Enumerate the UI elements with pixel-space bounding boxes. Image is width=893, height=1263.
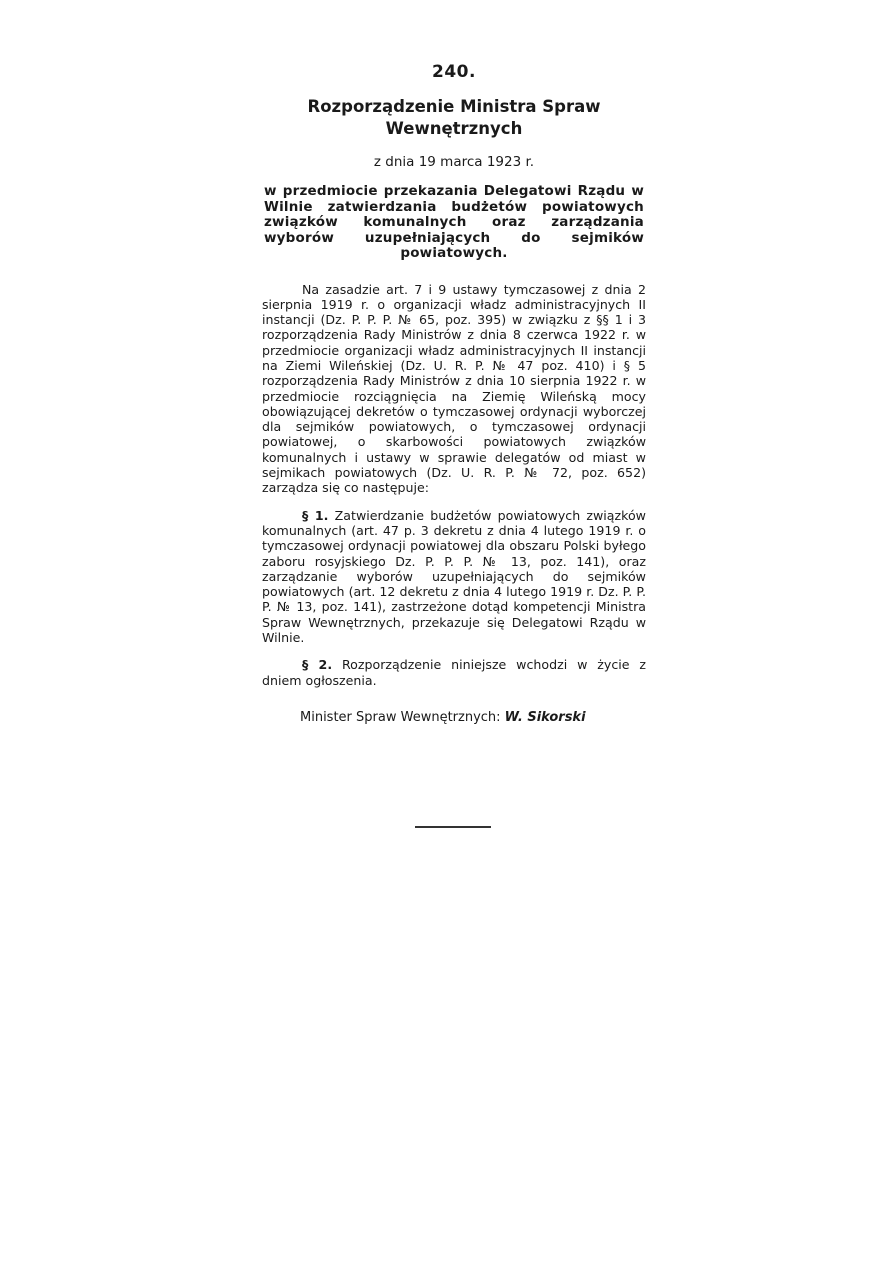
regulation-subject: w przedmiocie przekazania Delegatowi Rządu w Wilnie zatwierdzania budżetów powiatowych związków komunalnych oraz zarządzania wyborów uzupełniających do sejmików powiatowych.: [264, 183, 644, 261]
section-2-text: Rozporządzenie niniejsze wchodzi w życie z dniem ogłoszenia.: [262, 657, 646, 688]
preamble-paragraph: Na zasadzie art. 7 i 9 ustawy tymczasowej z dnia 2 sierpnia 1919 r. o organizacji władz administracyjnych II instancji (Dz. P. P. P. № 65, poz. 395) w związku z §§ 1 i 3 rozporządzenia Rady Ministrów z dnia 8 czerwca 1922 r. w przedmiocie organizacji władz administracyjnych II instancji na Ziemi Wileńskiej (Dz. U. R. P. № 47 poz. 410) i § 5 rozporządzenia Rady Ministrów z dnia 10 sierpnia 1922 r. w przedmiocie rozciągnięcia na Ziemię Wileńską mocy obowiązującej dekretów o tymczasowej ordynacji wyborczej dla sejmików powiatowych, o tymczasowej ordynacji powiatowej, o skarbowości powiatowych związków komunalnych i ustawy w sprawie delegatów od miast w sejmikach powiatowych (Dz. U. R. P. № 72, poz. 652) zarządza się co następuje:: [262, 281, 646, 496]
regulation-date: z dnia 19 marca 1923 r.: [373, 154, 535, 170]
title-line-1: Rozporządzenie Ministra Spraw: [307, 97, 601, 116]
signature-line: [300, 710, 646, 725]
document-page: [262, 62, 646, 725]
section-1-label: § 1.: [302, 507, 329, 523]
section-1-text: Zatwierdzanie budżetów powiatowych związków komunalnych (art. 47 p. 3 dekretu z dnia 4 lutego 1919 r. o tymczasowej ordynacji powiatowej dla obszaru Polski byłego zaboru rosyjskiego Dz. P. P. P. № 13, poz. 141), oraz zarządzanie wyborów uzupełniających do sejmików powiatowych (art. 12 dekretu z dnia 4 lutego 1919 r. Dz. P. P. P. № 13, poz. 141), zastrzeżone dotąd kompetencji Ministra Spraw Wewnętrznych, przekazuje się Delegatowi Rządu w Wilnie.: [262, 507, 646, 646]
section-2-label: § 2.: [302, 657, 333, 673]
signature-label: Minister Spraw Wewnętrznych:: [300, 709, 501, 725]
title-line-2: Wewnętrznych: [385, 119, 523, 138]
regulation-title: [262, 96, 646, 140]
section-1-paragraph: [262, 508, 646, 646]
section-2-paragraph: [262, 657, 646, 688]
signature-name: W. Sikorski: [504, 709, 586, 725]
page-number: 240.: [432, 62, 476, 82]
closing-divider: [415, 826, 491, 828]
